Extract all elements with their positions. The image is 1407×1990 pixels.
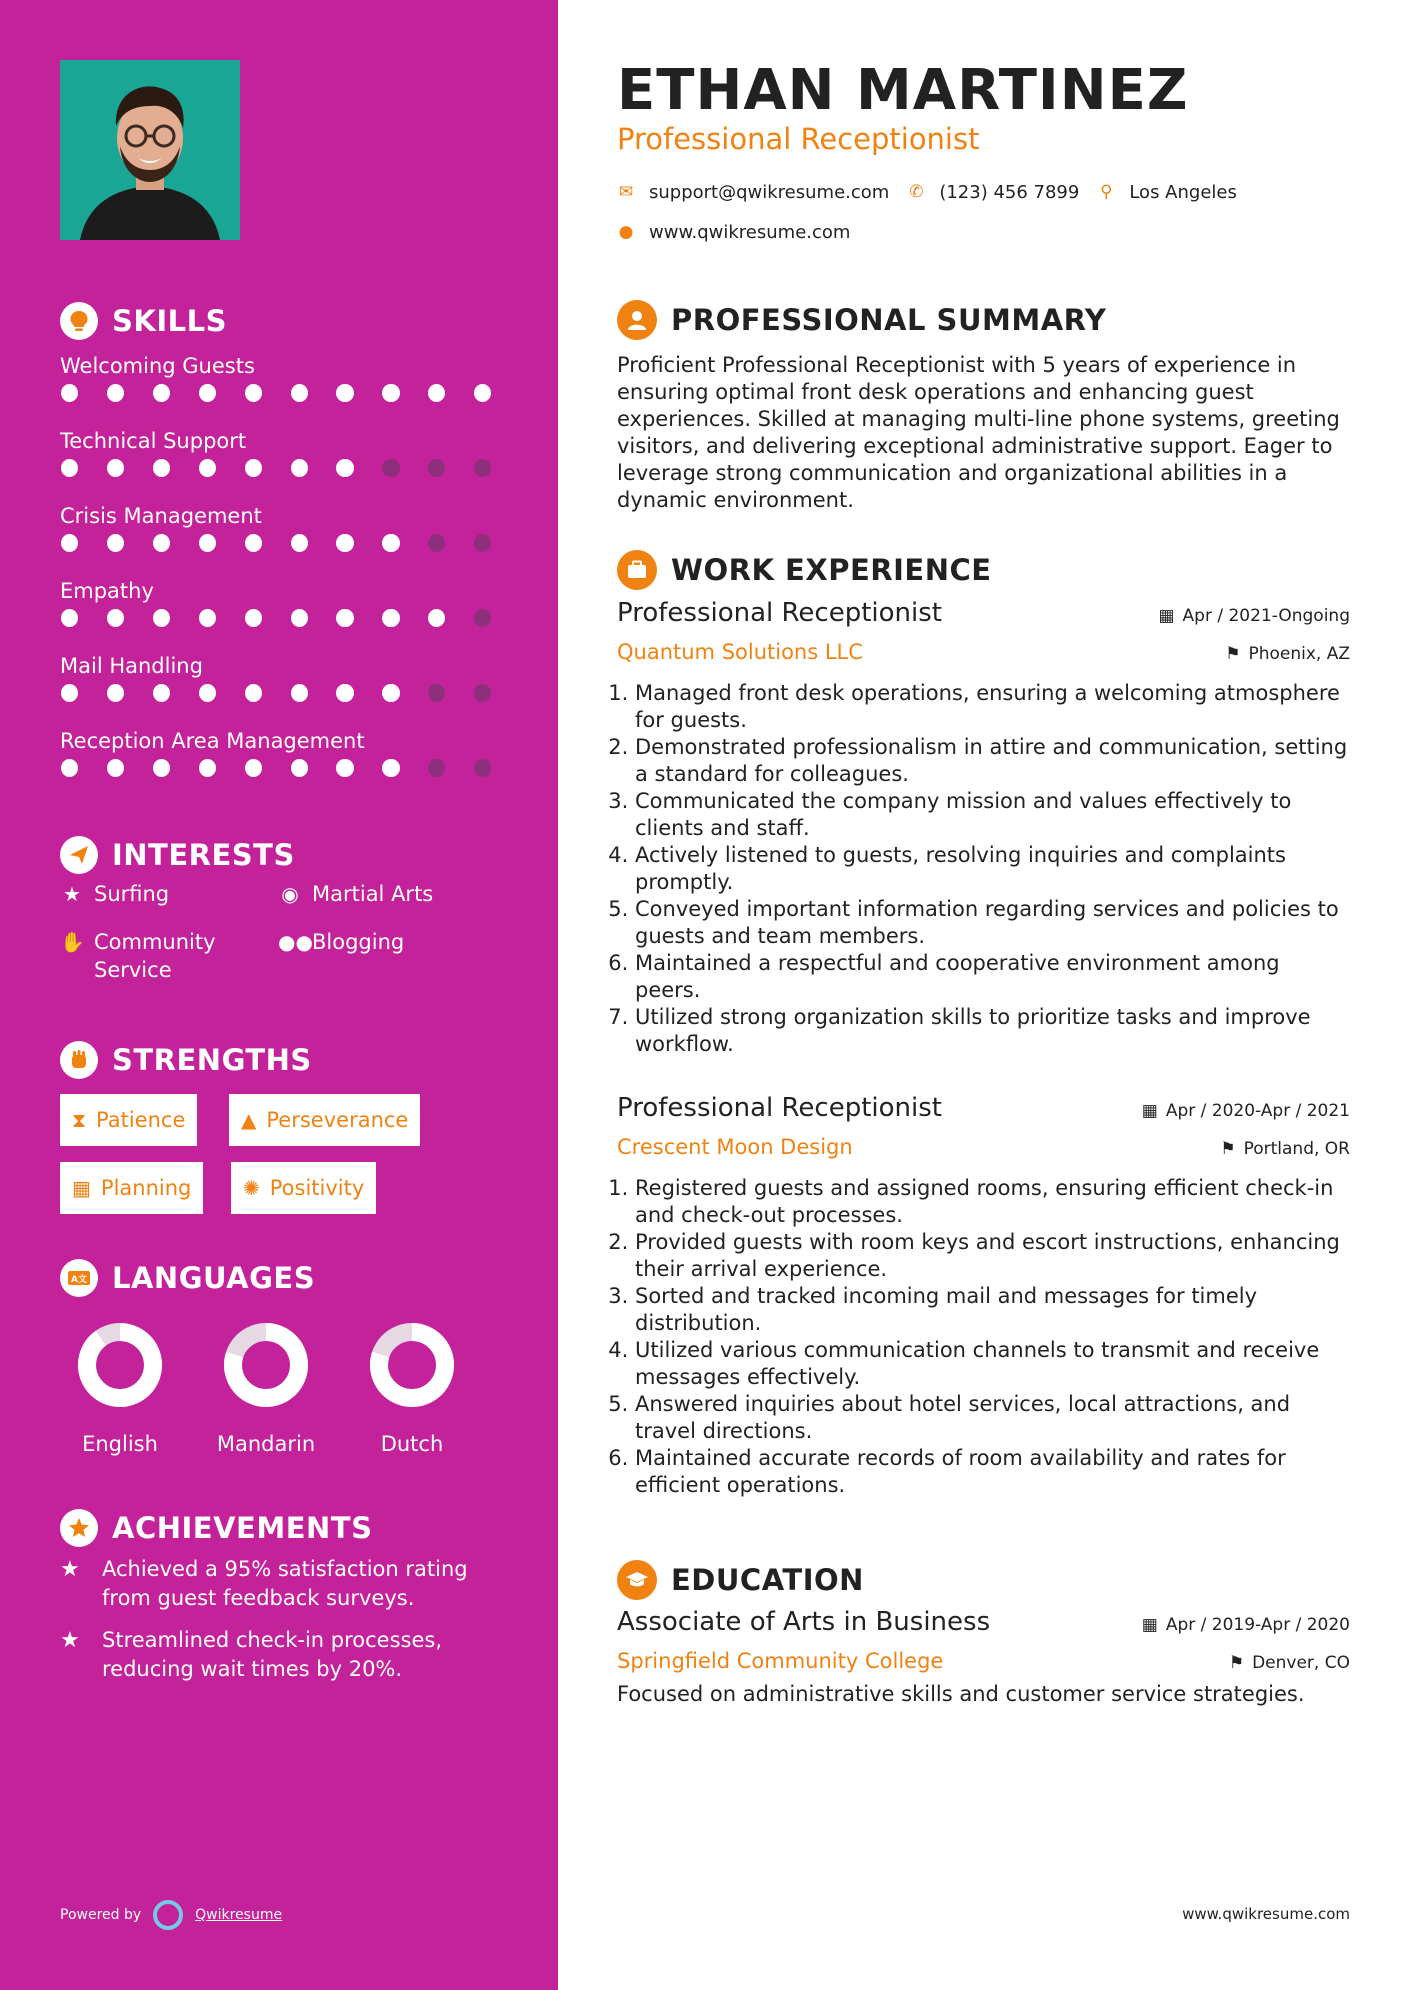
education-location xyxy=(1229,1653,1350,1673)
phone-number[interactable]: (123) 456 7899 xyxy=(939,181,1080,203)
skill-dot xyxy=(382,684,399,702)
skill-dot xyxy=(245,459,262,477)
skill-dot xyxy=(336,609,353,627)
education-location-text: Denver, CO xyxy=(1252,1653,1350,1673)
achievements-heading xyxy=(60,1509,372,1547)
skill-dot xyxy=(428,459,445,477)
languages-list xyxy=(60,1322,520,1462)
interest-label: Community Service xyxy=(94,930,216,982)
skill-dot xyxy=(291,759,308,777)
shooting-star-icon: ★ xyxy=(60,1557,80,1582)
skill-dot xyxy=(61,759,78,777)
skill-dot xyxy=(291,684,308,702)
job-entry xyxy=(617,1093,1350,1499)
star-badge-icon xyxy=(60,1509,98,1547)
education-title: EDUCATION xyxy=(671,1563,864,1597)
footer-url[interactable]: www.qwikresume.com xyxy=(1182,1905,1350,1923)
skill-dot xyxy=(336,384,353,402)
strength-chip xyxy=(231,1162,376,1214)
education-entry xyxy=(617,1607,1350,1708)
skill-name: Technical Support xyxy=(60,429,247,453)
skill-dot xyxy=(199,459,216,477)
skill-name: Welcoming Guests xyxy=(60,354,255,378)
main-content xyxy=(617,0,1350,1990)
language-icon xyxy=(60,1259,98,1297)
skills-heading xyxy=(60,302,227,340)
interests-list xyxy=(60,880,520,990)
skill-dot xyxy=(199,684,216,702)
fist-icon xyxy=(60,1041,98,1079)
skill-dot xyxy=(428,609,445,627)
job-location-text: Portland, OR xyxy=(1243,1139,1350,1159)
skill-dot xyxy=(245,684,262,702)
users-icon: ●● xyxy=(278,930,313,954)
skill-dot xyxy=(107,384,124,402)
interests-title: INTERESTS xyxy=(112,838,295,872)
experience-heading xyxy=(617,550,992,590)
job-location-text: Phoenix, AZ xyxy=(1248,644,1350,664)
language-donut xyxy=(77,1322,163,1408)
lightbulb-icon xyxy=(60,302,98,340)
strength-label: Patience xyxy=(96,1108,186,1132)
language-donut xyxy=(369,1322,455,1408)
hand-icon: ✋ xyxy=(60,930,85,954)
strength-chip xyxy=(60,1162,203,1214)
job-entry xyxy=(617,598,1350,1058)
job-bullet: 3. Sorted and tracked incoming mail and messages for timely distribution. xyxy=(635,1283,1350,1337)
pin-icon: ⚑ xyxy=(1228,1653,1245,1673)
degree-title: Associate of Arts in Business xyxy=(617,1607,991,1637)
skill-item xyxy=(60,352,520,427)
languages-heading xyxy=(60,1259,315,1297)
job-bullet: 4. Utilized various communication channels to transmit and receive messages effectively. xyxy=(635,1337,1350,1391)
skill-dot xyxy=(291,384,308,402)
education-heading xyxy=(617,1560,864,1600)
strengths-heading xyxy=(60,1041,312,1079)
strengths-title: STRENGTHS xyxy=(112,1043,312,1077)
calendar-icon: ▦ xyxy=(1141,1101,1158,1121)
job-location xyxy=(1220,1139,1350,1159)
skill-item xyxy=(60,727,520,802)
user-icon xyxy=(617,300,657,340)
paper-plane-icon xyxy=(60,836,98,874)
powered-by xyxy=(60,1900,282,1930)
skill-dot xyxy=(153,684,170,702)
pin-icon: ⚑ xyxy=(1220,1139,1236,1159)
skills-list xyxy=(60,352,520,802)
skill-dot xyxy=(61,384,78,402)
summary-text: Proficient Professional Receptionist with 5 years of experience in ensuring optimal front desk operations and enhancing guest experiences. Skilled at managing multi-line phone systems, greeting visitors, and delivering exceptional administrative support. Eager to leverage strong communication and organizational abilities in a dynamic environment. xyxy=(617,353,1340,512)
education-description: Focused on administrative skills and customer service strategies. xyxy=(617,1682,1305,1706)
candidate-name: ETHAN MARTINEZ xyxy=(617,58,1189,123)
summary-heading xyxy=(617,300,1106,340)
skill-dot xyxy=(199,384,216,402)
skill-dot xyxy=(382,459,399,477)
skill-dot xyxy=(153,609,170,627)
language-name: Mandarin xyxy=(216,1432,316,1456)
job-date-text: Apr / 2020-Apr / 2021 xyxy=(1165,1101,1350,1121)
candidate-role: Professional Receptionist xyxy=(617,122,980,156)
languages-title: LANGUAGES xyxy=(112,1261,316,1295)
interest-item xyxy=(60,928,240,984)
job-bullet: 6. Maintained a respectful and cooperative environment among peers. xyxy=(635,950,1350,1004)
website-link[interactable]: www.qwikresume.com xyxy=(649,221,851,243)
skill-name: Mail Handling xyxy=(60,654,203,678)
interest-label: Blogging xyxy=(312,930,405,954)
language-donut xyxy=(223,1322,309,1408)
strength-label: Planning xyxy=(100,1176,192,1200)
language-item xyxy=(352,1322,472,1456)
interest-item xyxy=(278,928,404,956)
language-name: Dutch xyxy=(380,1432,444,1456)
skill-dot xyxy=(474,609,491,627)
skill-dot xyxy=(428,534,445,552)
contact-row xyxy=(617,178,1350,206)
job-bullet: 5. Answered inquiries about hotel services, local attractions, and travel directions. xyxy=(635,1391,1350,1445)
skill-dot xyxy=(199,759,216,777)
skill-dot xyxy=(336,459,353,477)
skill-dot xyxy=(61,684,78,702)
calendar-icon: ▦ xyxy=(1141,1615,1158,1635)
skill-dot xyxy=(382,609,399,627)
job-title: Professional Receptionist xyxy=(617,598,942,628)
sidebar xyxy=(0,0,558,1990)
hourglass-icon: ⧗ xyxy=(72,1108,87,1132)
strength-label: Perseverance xyxy=(266,1108,409,1132)
job-bullet: 4. Actively listened to guests, resolving inquiries and complaints promptly. xyxy=(635,842,1350,896)
skill-dot xyxy=(291,459,308,477)
skill-dot xyxy=(245,609,262,627)
skill-name: Crisis Management xyxy=(60,504,262,528)
powered-by-label: Powered by xyxy=(60,1907,142,1923)
job-date xyxy=(1158,606,1350,626)
donut-fill xyxy=(87,1332,153,1398)
interest-label: Surfing xyxy=(94,882,170,906)
calendar-icon: ▦ xyxy=(1158,606,1175,626)
skill-dot xyxy=(474,534,491,552)
job-company: Quantum Solutions LLC xyxy=(617,640,863,664)
skill-dot xyxy=(107,534,124,552)
skill-dot xyxy=(474,459,491,477)
achievements-list xyxy=(60,1555,520,1697)
job-bullet: 2. Demonstrated professionalism in attire and communication, setting a standard for colleagues. xyxy=(635,734,1350,788)
skill-dot xyxy=(336,684,353,702)
job-date xyxy=(1142,1101,1350,1121)
contact-info xyxy=(617,178,1350,246)
skill-dot xyxy=(107,684,124,702)
skills-title: SKILLS xyxy=(112,304,227,338)
school-name: Springfield Community College xyxy=(617,1649,944,1673)
achievement-item xyxy=(60,1626,520,1684)
job-bullet: 1. Registered guests and assigned rooms, ensuring efficient check-in and check-out processes. xyxy=(635,1175,1350,1229)
skill-dot xyxy=(336,534,353,552)
strength-chip xyxy=(229,1094,420,1146)
skill-rating xyxy=(61,684,520,702)
skill-rating xyxy=(61,384,520,402)
skill-dot xyxy=(291,534,308,552)
achievements-title: ACHIEVEMENTS xyxy=(112,1511,373,1545)
svg-text:A文: A文 xyxy=(71,1275,87,1285)
road-icon: ▲ xyxy=(241,1108,257,1132)
interest-label: Martial Arts xyxy=(312,882,434,906)
skill-rating xyxy=(61,534,520,552)
skill-dot xyxy=(382,534,399,552)
achievement-text: Streamlined check-in processes, reducing wait times by 20%. xyxy=(102,1628,442,1681)
graduation-cap-icon xyxy=(617,1560,657,1600)
pin-icon: ⚑ xyxy=(1225,644,1241,664)
skill-dot xyxy=(428,759,445,777)
skill-dot xyxy=(107,609,124,627)
interest-item xyxy=(60,880,169,908)
skill-rating xyxy=(61,459,520,477)
contact-row xyxy=(617,218,1350,246)
skill-item xyxy=(60,502,520,577)
avatar xyxy=(60,60,240,240)
skill-item xyxy=(60,577,520,652)
strength-label: Positivity xyxy=(269,1176,365,1200)
phone-icon: ✆ xyxy=(909,182,924,202)
qwikresume-logo-icon xyxy=(153,1900,183,1930)
skill-dot xyxy=(61,534,78,552)
job-date-text: Apr / 2021-Ongoing xyxy=(1182,606,1350,626)
skill-dot xyxy=(382,759,399,777)
skill-name: Empathy xyxy=(60,579,154,603)
job-bullet: 1. Managed front desk operations, ensuring a welcoming atmosphere for guests. xyxy=(635,680,1350,734)
skill-dot xyxy=(245,384,262,402)
skill-dot xyxy=(245,759,262,777)
job-bullet: 2. Provided guests with room keys and escort instructions, enhancing their arrival experience. xyxy=(635,1229,1350,1283)
skill-rating xyxy=(61,759,520,777)
globe-icon: ◉ xyxy=(281,882,299,906)
job-bullets xyxy=(617,680,1350,1058)
job-bullet: 7. Utilized strong organization skills to prioritize tasks and improve workflow. xyxy=(635,1004,1350,1058)
map-pin-icon: ⚲ xyxy=(1100,182,1113,202)
interest-item xyxy=(278,880,433,908)
skill-dot xyxy=(153,534,170,552)
skill-dot xyxy=(291,609,308,627)
envelope-icon: ✉ xyxy=(618,182,634,202)
qwikresume-link[interactable]: Qwikresume xyxy=(195,1907,283,1923)
skill-name: Reception Area Management xyxy=(60,729,365,753)
skill-item xyxy=(60,652,520,727)
skill-dot xyxy=(336,759,353,777)
skill-dot xyxy=(245,534,262,552)
skill-dot xyxy=(428,384,445,402)
skill-dot xyxy=(474,684,491,702)
job-title: Professional Receptionist xyxy=(617,1093,942,1123)
summary-title: PROFESSIONAL SUMMARY xyxy=(671,303,1107,337)
skill-dot xyxy=(474,759,491,777)
skill-dot xyxy=(199,609,216,627)
education-date-text: Apr / 2019-Apr / 2020 xyxy=(1165,1615,1350,1635)
interests-heading xyxy=(60,836,295,874)
star-icon: ★ xyxy=(63,882,81,906)
strength-chip xyxy=(60,1094,197,1146)
language-name: English xyxy=(82,1432,158,1456)
job-bullet: 5. Conveyed important information regarding services and policies to guests and team members. xyxy=(635,896,1350,950)
skill-dot xyxy=(199,534,216,552)
achievement-item xyxy=(60,1555,520,1613)
skill-dot xyxy=(153,384,170,402)
skill-rating xyxy=(61,609,520,627)
calendar-icon: ▦ xyxy=(72,1176,91,1200)
email-link[interactable]: support@qwikresume.com xyxy=(649,181,890,203)
job-bullets xyxy=(617,1175,1350,1499)
skill-dot xyxy=(382,384,399,402)
language-item xyxy=(206,1322,326,1456)
skill-dot xyxy=(428,684,445,702)
skill-dot xyxy=(474,384,491,402)
education-date xyxy=(1142,1615,1350,1635)
job-location xyxy=(1225,644,1350,664)
skill-dot xyxy=(107,759,124,777)
skill-dot xyxy=(153,759,170,777)
skill-dot xyxy=(107,459,124,477)
briefcase-icon xyxy=(617,550,657,590)
skill-dot xyxy=(61,459,78,477)
location-text: Los Angeles xyxy=(1129,181,1237,203)
skill-item xyxy=(60,427,520,502)
sun-icon: ✺ xyxy=(243,1176,260,1200)
job-bullet: 3. Communicated the company mission and values effectively to clients and staff. xyxy=(635,788,1350,842)
skill-dot xyxy=(61,609,78,627)
job-bullet: 6. Maintained accurate records of room availability and rates for efficient operations. xyxy=(635,1445,1350,1499)
shooting-star-icon: ★ xyxy=(60,1628,80,1653)
skill-dot xyxy=(153,459,170,477)
job-company: Crescent Moon Design xyxy=(617,1135,853,1159)
experience-title: WORK EXPERIENCE xyxy=(671,553,992,587)
achievement-text: Achieved a 95% satisfaction rating from guest feedback surveys. xyxy=(102,1557,468,1610)
language-item xyxy=(60,1322,180,1456)
profile-photo xyxy=(60,60,240,240)
globe-icon: ● xyxy=(618,222,634,242)
